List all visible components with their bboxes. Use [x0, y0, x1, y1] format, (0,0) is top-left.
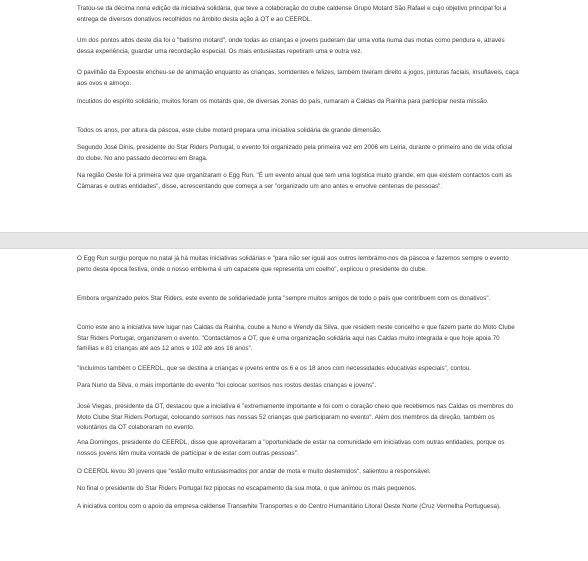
page-separator	[0, 232, 588, 249]
paragraph: José Viegas, presidente da OT, destacou que a iniciativa é "extremamente importante e foi com o coração cheio que recebemos nas Caldas os membros do Moto Clube Star Riders Portugal, colocando sorrisos nas nossas 52 crianças que participaram no evento". Além dos membros da direção, também os voluntários da OT colaboraram no evento.	[77, 403, 514, 431]
paragraph: Tratou-se da décima nona edição da iniciativa solidária, que teve a colaboração do clube caldense Grupo Motard São Rafael e cujo objetivo principal foi a entrega de diversos donativos recolhidos no âmbito desta ação à OT e ao CEERDL.	[77, 5, 507, 23]
paragraph: Embora organizado pelos Star Riders, este evento de solidariedade junta "sempre muitos amigos de todo o país que contribuem com os donativos".	[77, 295, 491, 302]
paragraph: Todos os anos, por altura da páscoa, este clube motard prepara uma iniciativa solidária de grande dimensão.	[77, 127, 382, 134]
paragraph: A iniciativa contou com o apoio da empresa caldense Transwhite Transportes e do Centro Humanitário Litoral Oeste Norte (Cruz Vermelha Portuguesa).	[77, 503, 501, 510]
paragraph: O Egg Run surgiu porque no natal já há muitas iniciativas solidárias e "para não ser igual aos outros lembrámo-nos da páscoa e fazemos sempre o evento perto desta época festiva, onde o nosso emblema é um capacete que representa um coelho", explicou o presidente do clube.	[77, 255, 509, 273]
paragraph: Como este ano a iniciativa teve lugar nas Caldas da Rainha, coube a Nuno e Wendy da Silva, que residem neste concelho e que fazem parte do Moto Clube Star Riders Portugal, organizarem o evento. "Contactámos a OT, que é uma organização solidária aqui nas Caldas muito integrada e que hoje apoia 70 famílias e 81 crianças até aos 12 anos e 102 até aos 16 anos".	[77, 324, 515, 352]
paragraph: O pavilhão da Expoeste encheu-se de animação enquanto as crianças, sorridentes e felizes, também tiveram direito a jogos, pinturas faciais, insufláveis, caça aos ovos e almoço.	[77, 69, 519, 87]
paragraph: O CEERDL levou 30 jovens que "estão muito entusiasmados por andar de mota e muito destemidos", salientou a responsável.	[77, 468, 431, 475]
paragraph: Na região Oeste foi a primeira vez que organizaram o Egg Run. "É um evento anual que tem uma logística muito grande, em que existem contactos com as Câmaras e outras entidades", disse, acrescentando que começa a ser "organizado um ano antes e envolve centenas de pessoas".	[77, 172, 512, 190]
document-page-2	[0, 249, 588, 561]
paragraph: Incutidos do espírito solidário, muitos foram os motards que, de diversas zonas do país, rumaram a Caldas da Rainha para participar nesta missão.	[77, 98, 489, 105]
paragraph: Um dos pontos altos deste dia foi o "batismo motard", onde todas as crianças e jovens puderam dar uma volta numa das motas como pendura e, através dessa experiência, guardar uma recordação especial. Os mais entusiastas repetiram uma e outra vez.	[77, 37, 505, 55]
document-page-1	[0, 0, 588, 232]
paragraph: No final o presidente do Star Riders Portugal fez pipocas no escapamento da sua mota, o que animou os mais pequenos.	[77, 485, 417, 492]
paragraph: Ana Domingos, presidente do CEERDL, disse que aproveitaram a "oportunidade de estar na comunidade em iniciativas com outras entidades, porque os nossos jovens têm muita vontade de participar e de estar com outras pessoas".	[77, 439, 505, 457]
paragraph: Para Nuno da Silva, o mais importante do evento "foi colocar sorrisos nos rostos destas crianças e jovens".	[77, 382, 377, 389]
paragraph: Segundo José Dinis, presidente do Star Riders Portugal, o evento foi organizado pela primeira vez em 2006 em Leiria, durante o primeiro ano de vida oficial do clube. No ano passado decorreu em Braga.	[77, 144, 513, 162]
paragraph: "Incluímos também o CEERDL, que se destina a crianças e jovens entre os 6 e os 18 anos com necessidades educativas especiais", contou.	[77, 365, 472, 372]
